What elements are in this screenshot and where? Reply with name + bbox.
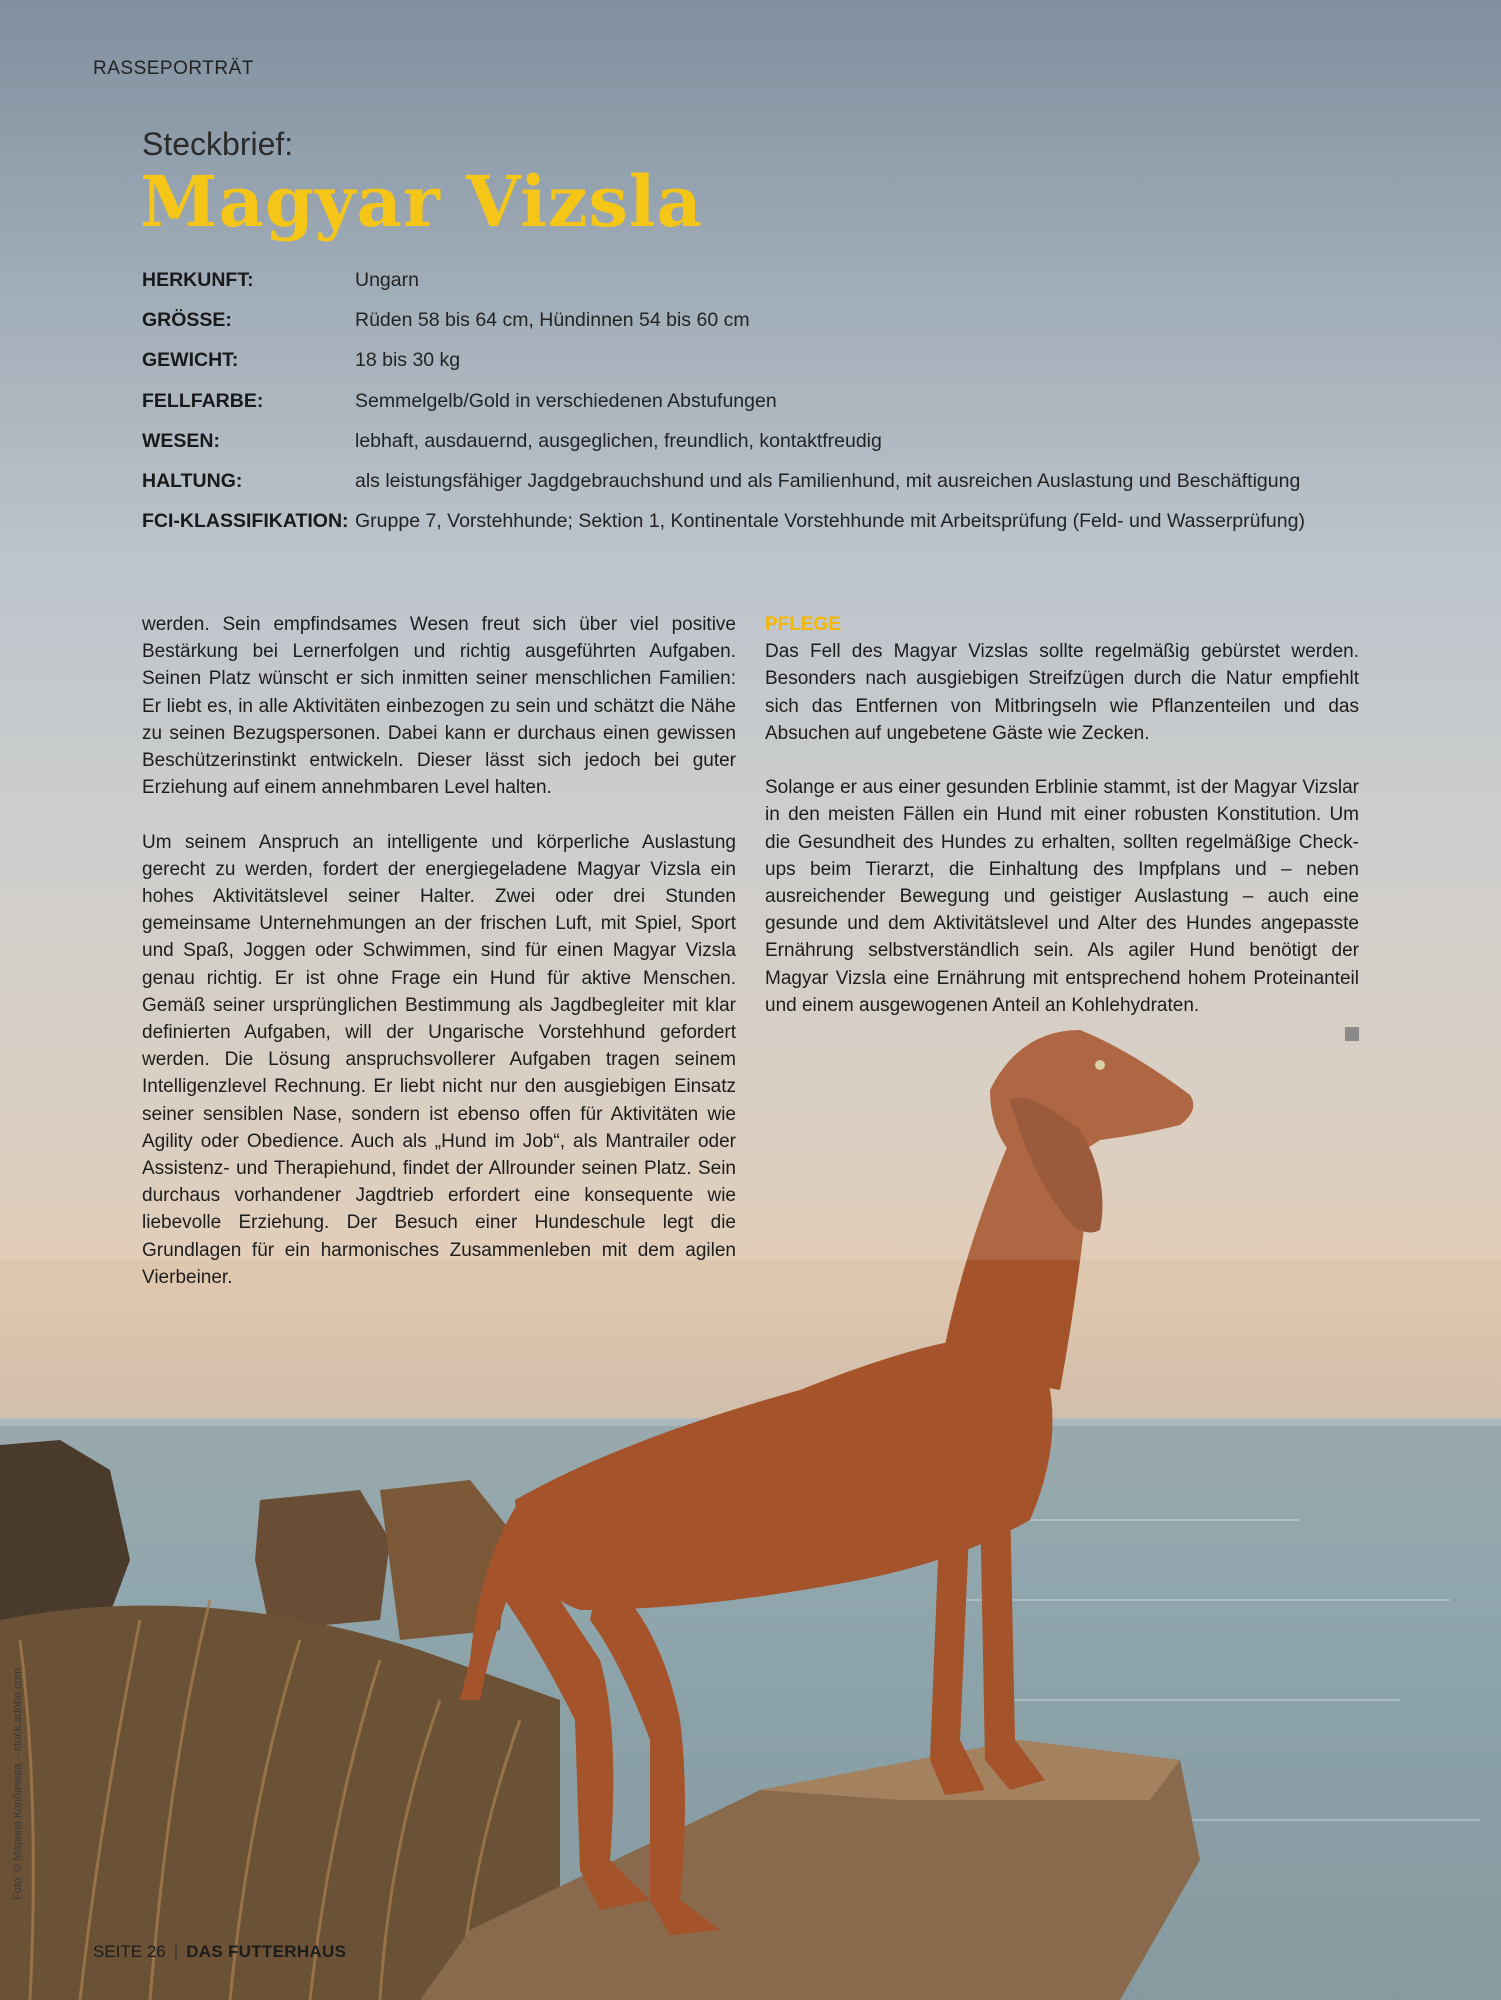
fact-value: 18 bis 30 kg [355,349,461,372]
fact-key: WESEN: [142,429,220,452]
brand-name: DAS FUTTERHAUS [186,1942,347,1961]
article-column-right [765,611,1359,1041]
article-end-icon [1345,1027,1359,1041]
body-paragraph: Um seinem Anspruch an intelligente und körperliche Auslastung gerecht zu werden, fordert der energiegeladene Magyar Vizsla ein hohes Aktivitätslevel seiner Halter. Zwei oder drei Stunden gemeinsame Unternehmungen an der frischen Luft, mit Spiel, Sport und Spaß, Joggen oder Schwimmen, sind für einen Magyar Vizsla genau richtig. Er ist ohne Frage ein Hund für aktive Menschen. Gemäß seiner ursprünglichen Bestimmung als Jagdbegleiter mit klar definierten Aufgaben, will der Ungarische Vorstehhund gefordert werden. Die Lösung anspruchsvollerer Aufgaben tragen seinem Intelligenzlevel Rechnung. Er liebt nicht nur den ausgiebigen Einsatz seiner sensiblen Nase, sondern ist ebenso offen für Aktivitäten wie Agility oder Obedience. Auch als „Hund im Job“, als Mantrailer oder Assistenz- und Therapiehund, findet der Allrounder seinen Platz. Sein durchaus vorhandener Jagdtrieb erfordert eine konsequente wie liebevolle Erziehung. Der Besuch einer Hundeschule legt die Grundlagen für ein harmonisches Zusammenleben mit dem agilen Vierbeiner. [142,831,736,1288]
fact-key: GEWICHT: [142,349,239,372]
fact-row-gewicht [142,341,1342,381]
fact-value: Semmelgelb/Gold in verschiedenen Abstufungen [355,389,777,412]
fact-row-fci [142,502,1342,542]
photo-credit: Foto: © Марина Колбачева – stock.adobe.com [12,1668,24,1900]
fact-key: GRÖSSE: [142,308,232,331]
fact-value: Ungarn [355,268,419,291]
fact-key: FCI-KLASSIFIKATION: [142,510,349,533]
fact-row-haltung [142,461,1342,501]
fact-value: lebhaft, ausdauernd, ausgeglichen, freundlich, kontaktfreudig [355,429,882,452]
body-paragraph: Das Fell des Magyar Vizslas sollte regelmäßig gebürstet werden. Besonders nach ausgiebigen Streifzügen durch die Natur empfiehlt sich das Entfernen von Mitbringseln wie Pflanzenteilen und das Absuchen auf ungebetene Gäste wie Zecken. [765,641,1359,744]
body-paragraph: Solange er aus einer gesunden Erblinie stammt, ist der Magyar Vizslar in den meisten Fällen ein Hund mit einer robusten Konstitution. Um die Gesundheit des Hundes zu erhalten, sollten regelmäßige Check-ups beim Tierarzt, die Einhaltung des Impfplans und – neben ausreichender Bewegung und geistiger Auslastung – auch eine gesunde und dem Aktivitätslevel und Alter des Hundes angepasste Ernährung selbstverständlich sein. Als agiler Hund benötigt der Magyar Vizsla eine Ernährung mit entsprechend hohem Proteinanteil und einem ausgewogenen Anteil an Kohlehydraten. [765,777,1359,1016]
fact-key: FELLFARBE: [142,389,264,412]
page-number: SEITE 26 [93,1942,166,1961]
fact-key: HERKUNFT: [142,268,254,291]
article-column-left [142,611,736,1318]
fact-key: HALTUNG: [142,470,243,493]
section-label: RASSEPORTRÄT [93,58,254,79]
fact-row-groesse [142,300,1342,340]
page-footer [93,1942,346,1962]
footer-separator: | [173,1942,179,1961]
fact-value: Gruppe 7, Vorstehhunde; Sektion 1, Kontinentale Vorstehhunde mit Arbeitsprüfung (Feld- und Wasserprüfung) [355,510,1305,533]
breed-title: Magyar Vizsla [140,160,703,243]
fact-sheet [142,260,1342,542]
fact-value: Rüden 58 bis 64 cm, Hündinnen 54 bis 60 cm [355,308,750,331]
body-paragraph: werden. Sein empfindsames Wesen freut sich über viel positive Bestärkung bei Lernerfolgen und richtig ausgeführten Aufgaben. Seinen Platz wünscht er sich inmitten seiner menschlichen Familien: Er liebt es, in alle Aktivitäten einbezogen zu sein und schätzt die Nähe zu seinen Bezugspersonen. Dabei kann er durchaus einen gewissen Beschützerinstinkt entwickeln. Dieser lässt sich jedoch bei guter Erziehung auf einem annehmbaren Level halten. [142,614,736,799]
fact-row-wesen [142,421,1342,461]
steckbrief-label: Steckbrief: [142,126,294,162]
fact-value: als leistungsfähiger Jagdgebrauchshund und als Familienhund, mit ausreichen Auslastung und Beschäftigung [355,470,1301,493]
fact-row-herkunft [142,260,1342,300]
fact-row-fellfarbe [142,381,1342,421]
section-heading-pflege: PFLEGE [765,614,842,635]
